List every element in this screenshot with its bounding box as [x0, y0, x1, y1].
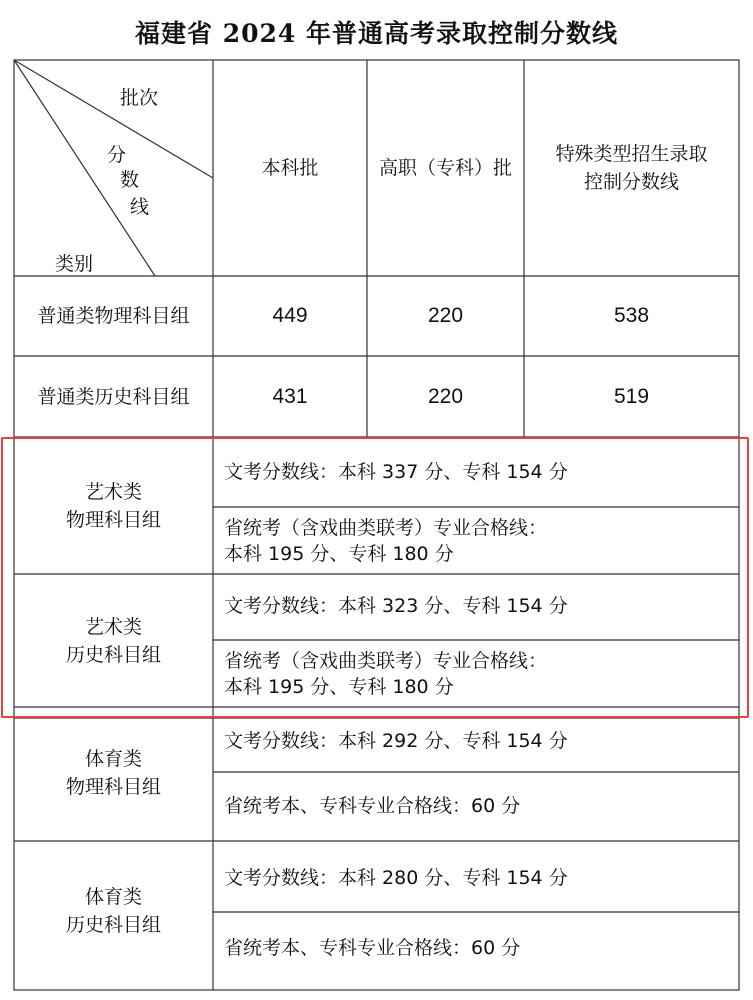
header-score-label-1: 分: [107, 144, 127, 166]
sports-history-culture-line: 文考分数线：本科 280 分、专科 154 分: [224, 867, 568, 889]
art-physics-label-1: 艺术类: [84, 481, 142, 503]
art-history-label-1: 艺术类: [84, 616, 142, 638]
column-header-special-line-2: 控制分数线: [583, 171, 679, 193]
column-header-special-line-1: 特殊类型招生录取: [555, 143, 708, 165]
sports-physics-culture-line: 文考分数线：本科 292 分、专科 154 分: [224, 730, 568, 752]
sports-history-professional-line: 省统考本、专科专业合格线：60 分: [224, 937, 521, 959]
history-undergrad-score: 431: [272, 385, 308, 408]
physics-vocational-score: 220: [427, 304, 464, 327]
header-score-label-2: 数: [120, 169, 140, 191]
header-score-label-3: 线: [130, 196, 150, 218]
art-history-professional-scores: 本科 195 分、专科 180 分: [224, 676, 454, 698]
row-label-history: 普通类历史科目组: [37, 386, 190, 408]
header-batch-label: 批次: [120, 87, 159, 109]
history-vocational-score: 220: [427, 385, 464, 408]
art-history-label-2: 历史科目组: [65, 644, 161, 666]
art-physics-label-2: 物理科目组: [65, 509, 161, 531]
row-label-physics: 普通类物理科目组: [37, 305, 190, 327]
physics-undergrad-score: 449: [272, 304, 308, 327]
art-history-culture-line: 文考分数线：本科 323 分、专科 154 分: [224, 595, 568, 617]
sports-history-label-1: 体育类: [84, 886, 142, 908]
art-physics-culture-line: 文考分数线：本科 337 分、专科 154 分: [224, 461, 568, 483]
history-special-score: 519: [613, 385, 650, 408]
page-title: 福建省 2024 年普通高考录取控制分数线: [135, 19, 618, 48]
sports-physics-label-1: 体育类: [84, 748, 142, 770]
sports-history-label-2: 历史科目组: [65, 914, 161, 936]
art-history-professional-line: 省统考（含戏曲类联考）专业合格线：: [224, 650, 548, 672]
physics-special-score: 538: [613, 304, 650, 327]
header-category-label: 类别: [55, 253, 94, 275]
art-physics-professional-line: 省统考（含戏曲类联考）专业合格线：: [224, 517, 548, 539]
art-physics-professional-scores: 本科 195 分、专科 180 分: [224, 543, 454, 565]
sports-physics-label-2: 物理科目组: [65, 776, 161, 798]
sports-physics-professional-line: 省统考本、专科专业合格线：60 分: [224, 795, 521, 817]
column-header-vocational: 高职（专科）批: [378, 157, 512, 179]
column-header-undergrad: 本科批: [261, 157, 319, 179]
